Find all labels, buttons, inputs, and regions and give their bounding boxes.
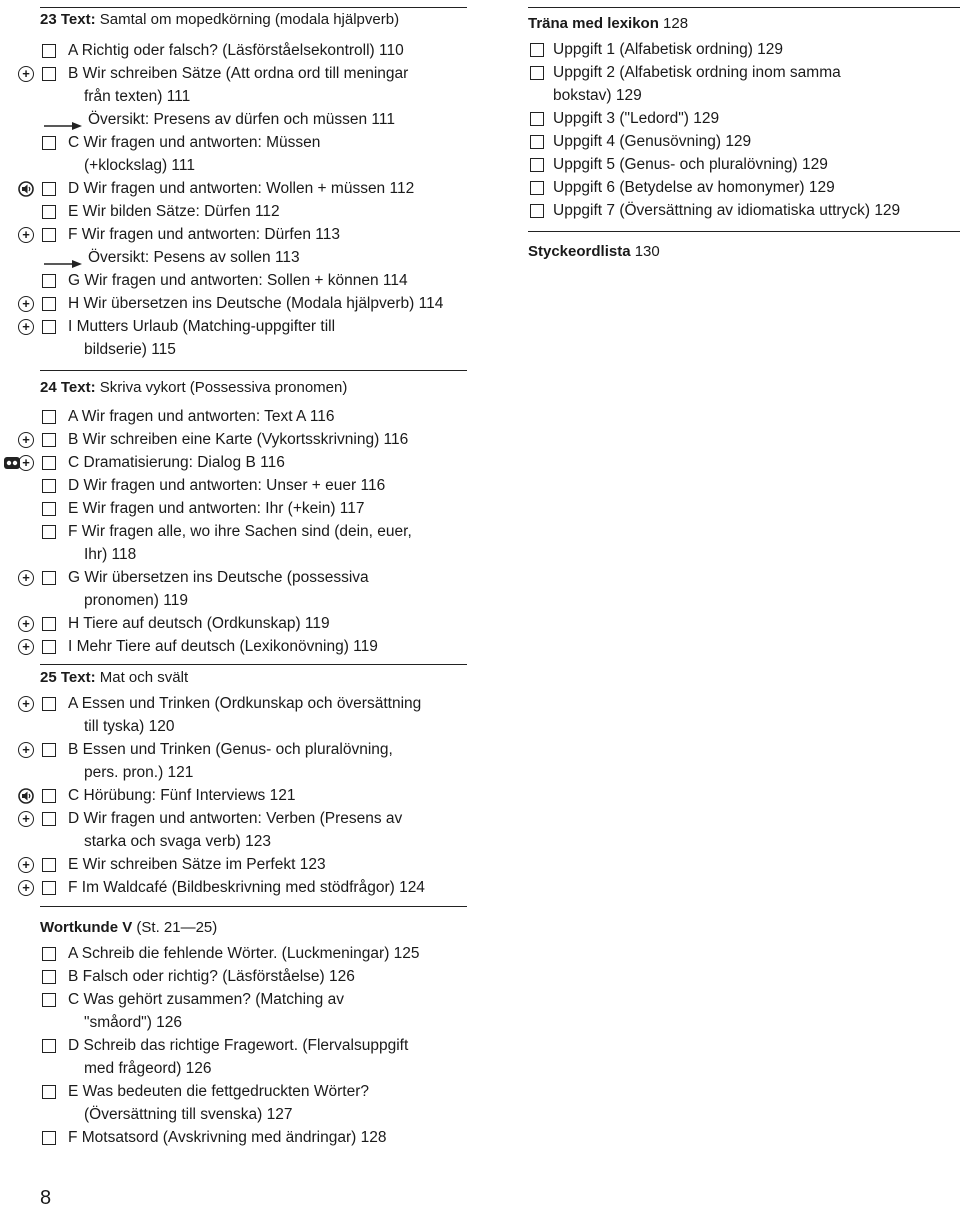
checkbox[interactable] xyxy=(42,136,56,150)
plus-circle-icon: + xyxy=(18,696,34,712)
exercise-text: Översikt: Pesens av sollen 113 xyxy=(88,249,300,266)
exercise-item xyxy=(0,965,475,988)
section-label: Wortkunde V xyxy=(40,919,133,936)
section-number: 23 xyxy=(40,11,57,28)
exercise-text: E Wir bilden Sätze: Dürfen 112 xyxy=(68,203,280,220)
exercise-item xyxy=(0,223,475,246)
exercise-item xyxy=(0,177,475,200)
exercise-text: F Motsatsord (Avskrivning med ändringar) 128 xyxy=(68,1129,387,1146)
checkbox[interactable] xyxy=(42,789,56,803)
checkbox[interactable] xyxy=(530,158,544,172)
section-rule xyxy=(528,7,960,8)
checkbox[interactable] xyxy=(530,204,544,218)
exercise-text: A Schreib die fehlende Wörter. (Luckmeningar) 125 xyxy=(68,945,420,962)
plus-circle-icon: + xyxy=(18,296,34,312)
checkbox[interactable] xyxy=(42,970,56,984)
section-rule xyxy=(40,906,467,907)
checkbox[interactable] xyxy=(42,697,56,711)
exercise-text: B Essen und Trinken (Genus- och pluralövning, xyxy=(68,741,393,758)
exercise-text-continued: pronomen) 119 xyxy=(84,592,188,609)
exercise-text: A Richtig oder falsch? (Läsförståelsekontroll) 110 xyxy=(68,42,404,59)
section-subtitle: Skriva vykort (Possessiva pronomen) xyxy=(95,379,348,396)
checkbox[interactable] xyxy=(42,947,56,961)
checkbox[interactable] xyxy=(42,479,56,493)
checkbox[interactable] xyxy=(42,1039,56,1053)
plus-circle-icon: + xyxy=(18,227,34,243)
checkbox[interactable] xyxy=(42,812,56,826)
exercise-text: G Wir fragen und antworten: Sollen + können 114 xyxy=(68,272,408,289)
exercise-text-continued: med frågeord) 126 xyxy=(84,1060,212,1077)
exercise-item xyxy=(0,131,475,174)
plus-circle-icon: + xyxy=(18,455,34,471)
exercise-item xyxy=(0,807,475,850)
exercise-text: C Dramatisierung: Dialog B 116 xyxy=(68,454,285,471)
exercise-text: H Tiere auf deutsch (Ordkunskap) 119 xyxy=(68,615,330,632)
exercise-item xyxy=(0,988,475,1031)
exercise-item xyxy=(0,292,475,315)
section-title xyxy=(40,916,217,939)
section-page: 130 xyxy=(630,243,660,260)
exercise-item xyxy=(0,612,475,635)
exercise-item xyxy=(0,1126,475,1149)
exercise-item xyxy=(0,451,475,474)
exercise-text: E Was bedeuten die fettgedruckten Wörter? xyxy=(68,1083,369,1100)
section-label: Text: xyxy=(60,379,96,396)
checkbox[interactable] xyxy=(42,44,56,58)
exercise-item xyxy=(522,61,960,104)
exercise-text: F Wir fragen alle, wo ihre Sachen sind (dein, euer, xyxy=(68,523,412,540)
exercise-item xyxy=(0,566,475,609)
exercise-item xyxy=(0,474,475,497)
exercise-text: F Wir fragen und antworten: Dürfen 113 xyxy=(68,226,340,243)
plus-circle-icon: + xyxy=(18,742,34,758)
section-subtitle: Mat och svält xyxy=(95,669,189,686)
exercise-text: D Wir fragen und antworten: Wollen + müssen 112 xyxy=(68,180,415,197)
section-number: 24 xyxy=(40,379,57,396)
exercise-text-continued: pers. pron.) 121 xyxy=(84,764,194,781)
exercise-text: C Wir fragen und antworten: Müssen xyxy=(68,134,321,151)
exercise-text: A Wir fragen und antworten: Text A 116 xyxy=(68,408,335,425)
checkbox[interactable] xyxy=(42,743,56,757)
exercise-text: Översikt: Presens av dürfen och müssen 111 xyxy=(88,111,395,128)
checkbox[interactable] xyxy=(42,858,56,872)
exercise-text: Uppgift 3 ("Ledord") 129 xyxy=(553,110,720,127)
checkbox[interactable] xyxy=(42,274,56,288)
exercise-item xyxy=(0,520,475,563)
section-subtitle: (St. 21—25) xyxy=(132,919,218,936)
section-rule xyxy=(40,664,467,665)
exercise-text: F Im Waldcafé (Bildbeskrivning med stödfrågor) 124 xyxy=(68,879,425,896)
exercise-text: C Hörübung: Fünf Interviews 121 xyxy=(68,787,296,804)
plus-circle-icon: + xyxy=(18,66,34,82)
exercise-text-continued: (+klockslag) 111 xyxy=(84,157,195,174)
exercise-item xyxy=(522,176,960,199)
section-rule xyxy=(528,231,960,232)
checkbox[interactable] xyxy=(530,66,544,80)
checkbox[interactable] xyxy=(42,456,56,470)
exercise-item xyxy=(522,38,960,61)
checkbox[interactable] xyxy=(42,502,56,516)
section-title xyxy=(40,376,347,399)
plus-circle-icon: + xyxy=(18,570,34,586)
exercise-text: Uppgift 4 (Genusövning) 129 xyxy=(553,133,752,150)
exercise-item xyxy=(0,853,475,876)
exercise-item xyxy=(0,428,475,451)
checkbox[interactable] xyxy=(42,1085,56,1099)
plus-circle-icon: + xyxy=(18,639,34,655)
section-number: 25 xyxy=(40,669,57,686)
exercise-item xyxy=(522,130,960,153)
exercise-text: C Was gehört zusammen? (Matching av xyxy=(68,991,344,1008)
section-rule xyxy=(40,370,467,371)
checkbox[interactable] xyxy=(42,67,56,81)
section-title xyxy=(528,12,688,35)
section-label: Träna med lexikon xyxy=(528,15,659,32)
exercise-item xyxy=(522,199,960,222)
exercise-text: Uppgift 1 (Alfabetisk ordning) 129 xyxy=(553,41,784,58)
checkbox[interactable] xyxy=(42,617,56,631)
checkbox[interactable] xyxy=(530,112,544,126)
exercise-text-continued: starka och svaga verb) 123 xyxy=(84,833,271,850)
exercise-text: D Wir fragen und antworten: Verben (Presens av xyxy=(68,810,403,827)
exercise-item xyxy=(0,405,475,428)
exercise-text: Uppgift 6 (Betydelse av homonymer) 129 xyxy=(553,179,835,196)
exercise-text: H Wir übersetzen ins Deutsche (Modala hjälpverb) 114 xyxy=(68,295,444,312)
checkbox[interactable] xyxy=(42,571,56,585)
checkbox[interactable] xyxy=(42,297,56,311)
exercise-text: Uppgift 5 (Genus- och pluralövning) 129 xyxy=(553,156,828,173)
arrow-right-icon xyxy=(44,253,82,263)
speaker-icon xyxy=(18,788,34,804)
exercise-text-continued: från texten) 111 xyxy=(84,88,191,105)
checkbox[interactable] xyxy=(42,881,56,895)
checkbox[interactable] xyxy=(42,205,56,219)
arrow-right-icon xyxy=(44,115,82,125)
page-number: 8 xyxy=(40,1187,52,1209)
exercise-item xyxy=(0,108,475,131)
speaker-icon xyxy=(18,181,34,197)
checkbox[interactable] xyxy=(42,525,56,539)
exercise-item xyxy=(0,692,475,735)
exercise-item xyxy=(0,784,475,807)
checkbox[interactable] xyxy=(42,182,56,196)
checkbox[interactable] xyxy=(42,410,56,424)
checkbox[interactable] xyxy=(42,320,56,334)
checkbox[interactable] xyxy=(530,135,544,149)
exercise-text: D Wir fragen und antworten: Unser + euer 116 xyxy=(68,477,386,494)
exercise-text: G Wir übersetzen ins Deutsche (possessiva xyxy=(68,569,369,586)
exercise-item xyxy=(0,1034,475,1077)
exercise-text-continued: Ihr) 118 xyxy=(84,546,137,563)
plus-circle-icon: + xyxy=(18,319,34,335)
exercise-item xyxy=(0,738,475,781)
exercise-item xyxy=(0,635,475,658)
exercise-text: A Essen und Trinken (Ordkunskap och översättning xyxy=(68,695,422,712)
exercise-text-continued: "småord") 126 xyxy=(84,1014,183,1031)
exercise-text: B Falsch oder richtig? (Läsförståelse) 126 xyxy=(68,968,355,985)
exercise-text: Uppgift 2 (Alfabetisk ordning inom samma xyxy=(553,64,841,81)
checkbox[interactable] xyxy=(42,993,56,1007)
exercise-item xyxy=(522,107,960,130)
checkbox[interactable] xyxy=(530,181,544,195)
checkbox[interactable] xyxy=(42,433,56,447)
exercise-item xyxy=(0,315,475,358)
exercise-text: I Mehr Tiere auf deutsch (Lexikonövning) 119 xyxy=(68,638,378,655)
exercise-text: E Wir fragen und antworten: Ihr (+kein) 117 xyxy=(68,500,365,517)
exercise-text: B Wir schreiben eine Karte (Vykortsskrivning) 116 xyxy=(68,431,409,448)
exercise-item xyxy=(0,876,475,899)
exercise-text-continued: (Översättning till svenska) 127 xyxy=(84,1106,293,1123)
section-label: Styckeordlista xyxy=(528,243,631,260)
exercise-item xyxy=(0,942,475,965)
checkbox[interactable] xyxy=(42,1131,56,1145)
exercise-item xyxy=(0,39,475,62)
exercise-item xyxy=(0,1080,475,1123)
exercise-item xyxy=(0,200,475,223)
exercise-item xyxy=(0,246,475,269)
exercise-text-continued: till tyska) 120 xyxy=(84,718,175,735)
exercise-text: E Wir schreiben Sätze im Perfekt 123 xyxy=(68,856,326,873)
section-label: Text: xyxy=(60,11,96,28)
section-title xyxy=(40,666,188,689)
exercise-text: B Wir schreiben Sätze (Att ordna ord till meningar xyxy=(68,65,409,82)
section-page: 128 xyxy=(658,15,689,32)
exercise-text-continued: bokstav) 129 xyxy=(553,87,642,104)
plus-circle-icon: + xyxy=(18,616,34,632)
exercise-text: I Mutters Urlaub (Matching-uppgifter till xyxy=(68,318,336,335)
plus-circle-icon: + xyxy=(18,880,34,896)
plus-circle-icon: + xyxy=(18,811,34,827)
exercise-item xyxy=(0,62,475,105)
exercise-item xyxy=(0,497,475,520)
section-subtitle: Samtal om mopedkörning (modala hjälpverb) xyxy=(95,11,400,28)
checkbox[interactable] xyxy=(42,228,56,242)
checkbox[interactable] xyxy=(42,640,56,654)
checkbox[interactable] xyxy=(530,43,544,57)
section-label: Text: xyxy=(60,669,96,686)
plus-circle-icon: + xyxy=(18,857,34,873)
exercise-text: Uppgift 7 (Översättning av idiomatiska uttryck) 129 xyxy=(553,202,901,219)
styckeordlista-title xyxy=(528,240,660,263)
exercise-item xyxy=(0,269,475,292)
exercise-text: D Schreib das richtige Fragewort. (Flervalsuppgift xyxy=(68,1037,409,1054)
plus-circle-icon: + xyxy=(18,432,34,448)
exercise-text-continued: bildserie) 115 xyxy=(84,341,176,358)
section-title xyxy=(40,8,399,31)
exercise-item xyxy=(522,153,960,176)
